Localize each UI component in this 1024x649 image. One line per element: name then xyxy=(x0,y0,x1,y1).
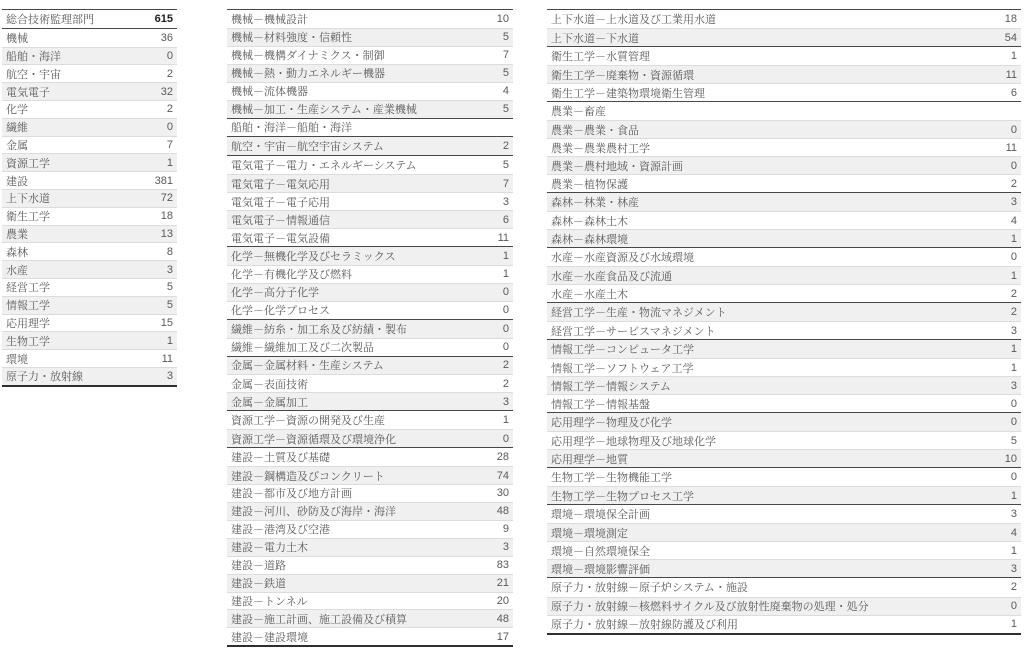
row-value: 20 xyxy=(496,594,509,607)
category-group-fisheries xyxy=(547,248,1021,303)
row-label: 経営工学－サービスマネジメント xyxy=(551,325,716,338)
row-label: 経営工学－生産・物流マネジメント xyxy=(551,307,727,320)
table-row xyxy=(2,349,177,367)
row-value: 10 xyxy=(496,12,509,25)
table-row xyxy=(227,46,513,64)
row-label: 機械－機械設計 xyxy=(231,13,308,26)
row-label: 生物工学 xyxy=(6,335,50,348)
category-group-applied-science xyxy=(547,413,1021,468)
table-row xyxy=(547,156,1021,174)
category-group-industrial-management xyxy=(547,303,1021,340)
table-row xyxy=(547,431,1021,449)
table-row xyxy=(227,466,513,484)
row-label: 応用理学 xyxy=(6,317,50,330)
table-row xyxy=(547,266,1021,284)
table-row xyxy=(2,118,177,136)
row-value: 48 xyxy=(496,612,509,625)
row-label: 建設－トンネル xyxy=(231,595,308,608)
table-row xyxy=(547,523,1021,541)
table-row xyxy=(227,574,513,592)
table-row xyxy=(227,592,513,610)
row-value: 8 xyxy=(166,245,173,258)
row-label: 建設－都市及び地方計画 xyxy=(231,488,352,501)
category-group-fiber xyxy=(227,320,513,357)
table-row xyxy=(547,541,1021,559)
row-label: 原子力・放射線－放射線防護及び利用 xyxy=(551,619,738,632)
row-label: 情報工学－コンピュータ工学 xyxy=(551,344,694,357)
row-label: 金属－金属加工 xyxy=(231,396,308,409)
table-row xyxy=(2,47,177,65)
row-label: 建設－河川、砂防及び海岸・海洋 xyxy=(231,506,396,519)
row-label: 応用理学－地質 xyxy=(551,453,628,466)
row-label: 衛生工学－建築物環境衛生管理 xyxy=(551,87,705,100)
category-group-nuclear-radiation xyxy=(547,578,1021,634)
row-value: 2 xyxy=(502,359,509,372)
category-group-biotechnology xyxy=(547,468,1021,505)
row-label: 森林 xyxy=(6,246,28,259)
row-value: 48 xyxy=(496,505,509,518)
table-row xyxy=(227,338,513,356)
row-value: 9 xyxy=(502,523,509,536)
row-label: 化学－高分子化学 xyxy=(231,287,319,300)
row-value: 54 xyxy=(1004,31,1017,44)
table-row xyxy=(227,502,513,520)
row-value: 1 xyxy=(1010,232,1017,245)
row-value: 1 xyxy=(166,156,173,169)
row-label: 応用理学－地球物理及び地球化学 xyxy=(551,435,716,448)
row-value: 7 xyxy=(166,138,173,151)
table-row xyxy=(227,247,513,265)
category-group-electric-electronic xyxy=(227,156,513,247)
row-label: 航空・宇宙－航空宇宙システム xyxy=(231,141,384,154)
row-value: 1 xyxy=(1010,544,1017,557)
row-value: 0 xyxy=(1010,416,1017,429)
table-row xyxy=(547,340,1021,358)
table-row xyxy=(227,609,513,627)
row-value: 1 xyxy=(1010,269,1017,282)
row-label: 経営工学 xyxy=(6,282,50,295)
row-value: 0 xyxy=(502,322,509,335)
row-label: 農業 xyxy=(6,228,28,241)
row-value: 4 xyxy=(1010,214,1017,227)
table-row xyxy=(2,242,177,260)
row-label: 総合技術監理部門 xyxy=(6,13,94,26)
table-row xyxy=(547,358,1021,376)
table-row xyxy=(2,331,177,349)
category-group-machinery xyxy=(227,10,513,119)
row-label: 情報工学 xyxy=(6,300,50,313)
row-value: 1 xyxy=(1010,489,1017,502)
row-value: 3 xyxy=(1010,196,1017,209)
table-row xyxy=(227,100,513,118)
table-row xyxy=(547,65,1021,83)
row-value: 2 xyxy=(166,103,173,116)
table-row xyxy=(227,411,513,429)
table-row xyxy=(227,538,513,556)
table-row xyxy=(547,505,1021,523)
row-label: 金属－金属材料・生産システム xyxy=(231,360,384,373)
row-value: 5 xyxy=(166,281,173,294)
row-label: 農業－農業・食品 xyxy=(551,124,639,137)
table-row xyxy=(2,136,177,154)
row-label: 森林－森林土木 xyxy=(551,215,628,228)
table-row xyxy=(227,64,513,82)
row-label: 航空・宇宙 xyxy=(6,68,61,81)
row-label: 金属 xyxy=(6,139,28,152)
row-value: 1 xyxy=(1010,343,1017,356)
table-row xyxy=(547,486,1021,504)
row-value: 3 xyxy=(502,541,509,554)
table-row xyxy=(2,189,177,207)
table-row xyxy=(2,225,177,243)
row-label: 水産－水産資源及び水域環境 xyxy=(551,252,694,265)
table-row xyxy=(547,83,1021,101)
table-row xyxy=(547,394,1021,412)
table-row xyxy=(547,578,1021,596)
row-label: 建設－土質及び基礎 xyxy=(231,452,330,465)
row-value: 11 xyxy=(1005,68,1017,81)
row-label: 建設－港湾及び空港 xyxy=(231,524,330,537)
row-value: 7 xyxy=(502,49,509,62)
row-value: 1 xyxy=(166,334,173,347)
row-value: 4 xyxy=(1010,526,1017,539)
table-row xyxy=(547,138,1021,156)
row-label: 船舶・海洋 xyxy=(6,50,61,63)
row-value: 6 xyxy=(502,213,509,226)
table-row xyxy=(2,171,177,189)
row-label: 建設－建設環境 xyxy=(231,631,308,644)
row-value: 0 xyxy=(502,286,509,299)
table-row xyxy=(547,449,1021,467)
row-label: 農業－農村地域・資源計画 xyxy=(551,160,683,173)
table-row xyxy=(227,156,513,174)
row-value: 21 xyxy=(496,577,509,590)
row-value: 6 xyxy=(1010,86,1017,99)
table-row xyxy=(227,10,513,28)
row-label: 上下水道－上水道及び工業用水道 xyxy=(551,14,716,26)
row-value: 1 xyxy=(502,268,509,281)
category-group-chemistry xyxy=(227,247,513,320)
row-value: 18 xyxy=(160,210,173,223)
table-row xyxy=(227,119,513,137)
detail-table-right xyxy=(547,9,1021,635)
table-row xyxy=(2,367,177,385)
row-value: 3 xyxy=(166,370,173,383)
row-value: 15 xyxy=(160,316,173,329)
row-label: 繊維－繊維加工及び二次製品 xyxy=(231,342,374,355)
row-label: 情報工学－情報システム xyxy=(551,380,671,393)
row-value: 3 xyxy=(1010,508,1017,521)
row-value: 3 xyxy=(502,195,509,208)
row-label: 電気電子－電子応用 xyxy=(231,196,330,209)
row-label: 電気電子－電力・エネルギーシステム xyxy=(231,160,417,173)
row-label: 生物工学－生物プロセス工学 xyxy=(551,490,694,503)
row-value: 1 xyxy=(502,249,509,262)
table-row xyxy=(227,429,513,447)
table-row xyxy=(227,484,513,502)
row-label: 環境－環境保全計画 xyxy=(551,509,650,522)
row-label: 化学－無機化学及びセラミックス xyxy=(231,250,396,263)
table-row xyxy=(227,374,513,392)
row-label: 水産－水産食品及び流通 xyxy=(551,270,672,283)
table-row xyxy=(547,248,1021,266)
table-row xyxy=(2,29,177,47)
row-value: 5 xyxy=(502,67,509,80)
row-value: 2 xyxy=(1010,177,1017,190)
table-row xyxy=(547,211,1021,229)
category-group-forest xyxy=(547,193,1021,248)
row-label: 電気電子－情報通信 xyxy=(231,214,330,227)
row-label: 機械 xyxy=(6,32,28,45)
table-row xyxy=(547,559,1021,577)
row-label: 化学－化学プロセス xyxy=(231,305,330,318)
category-group-resources xyxy=(227,411,513,448)
row-value: 5 xyxy=(166,299,173,312)
row-label: 建設－電力土木 xyxy=(231,542,308,555)
category-group-total xyxy=(2,10,177,29)
row-value: 11 xyxy=(497,231,509,244)
table-row xyxy=(547,10,1021,28)
row-value: 0 xyxy=(1010,251,1017,264)
row-label: 農業－畜産 xyxy=(551,106,606,119)
row-label: 建設－鉄道 xyxy=(231,578,286,591)
row-value: 381 xyxy=(154,174,173,187)
table-row xyxy=(227,627,513,645)
row-value: 11 xyxy=(1005,141,1017,154)
table-row xyxy=(227,448,513,466)
row-value: 2 xyxy=(1010,287,1017,300)
row-value: 5 xyxy=(502,31,509,44)
category-group-sanitary-engineering xyxy=(547,47,1021,102)
total-row xyxy=(2,10,177,28)
table-row xyxy=(227,210,513,228)
row-label: 水産－水産土木 xyxy=(551,288,628,301)
row-value: 4 xyxy=(502,85,509,98)
row-value: 0 xyxy=(166,121,173,134)
row-label: 森林－林業・林産 xyxy=(551,197,639,210)
row-value: 0 xyxy=(1010,159,1017,172)
row-label: 船舶・海洋－船舶・海洋 xyxy=(231,122,352,135)
row-value: 615 xyxy=(154,12,173,25)
row-label: 原子力・放射線－核燃料サイクル及び放射性廃棄物の処理・処分 xyxy=(551,601,869,613)
row-value: 30 xyxy=(496,487,509,500)
row-label: 電気電子－電気応用 xyxy=(231,178,330,191)
detail-table-middle xyxy=(227,9,513,647)
table-row xyxy=(227,82,513,100)
row-label: 衛生工学 xyxy=(6,211,50,224)
table-row xyxy=(227,283,513,301)
category-group-departments xyxy=(2,29,177,387)
category-group-information-engineering xyxy=(547,340,1021,413)
row-value: 72 xyxy=(160,192,173,205)
table-row xyxy=(2,207,177,225)
row-value: 0 xyxy=(502,341,509,354)
row-label: 機械－熱・動力エネルギー機器 xyxy=(231,68,385,81)
row-label: 繊維－紡糸・加工糸及び紡績・製布 xyxy=(231,323,407,336)
table-row xyxy=(547,468,1021,486)
row-label: 建設－施工計画、施工設備及び積算 xyxy=(231,613,407,626)
table-row xyxy=(2,260,177,278)
table-row xyxy=(547,321,1021,339)
table-row xyxy=(547,303,1021,321)
row-value: 13 xyxy=(160,227,173,240)
row-label: 建設 xyxy=(6,175,28,188)
row-value: 0 xyxy=(1010,600,1017,612)
row-label: 建設－鋼構造及びコンクリート xyxy=(231,470,385,483)
table-row xyxy=(547,193,1021,211)
row-label: 原子力・放射線－原子炉システム・施設 xyxy=(551,582,748,595)
row-value: 83 xyxy=(496,559,509,572)
row-label: 電気電子－電気設備 xyxy=(231,232,330,245)
table-row xyxy=(2,82,177,100)
row-value: 5 xyxy=(502,103,509,116)
row-value: 18 xyxy=(1004,13,1017,25)
row-value: 36 xyxy=(160,31,173,44)
row-value: 2 xyxy=(502,140,509,153)
row-label: 衛生工学－水質管理 xyxy=(551,51,650,64)
row-label: 森林－森林環境 xyxy=(551,233,628,246)
table-row xyxy=(227,192,513,210)
table-row xyxy=(2,64,177,82)
row-label: 上下水道 xyxy=(6,193,50,206)
row-value: 2 xyxy=(166,67,173,80)
row-value: 32 xyxy=(160,85,173,98)
row-label: 上下水道－下水道 xyxy=(551,32,639,45)
row-label: 機械－流体機器 xyxy=(231,86,308,99)
row-value: 1 xyxy=(1010,361,1017,374)
table-row xyxy=(227,520,513,538)
category-group-water-supply xyxy=(547,10,1021,47)
row-value: 2 xyxy=(1010,306,1017,319)
table-row xyxy=(547,229,1021,247)
table-row xyxy=(2,153,177,171)
table-row xyxy=(547,597,1021,615)
row-label: 化学 xyxy=(6,104,28,117)
row-value: 74 xyxy=(496,469,509,482)
table-row xyxy=(227,265,513,283)
table-row xyxy=(227,137,513,155)
row-value: 0 xyxy=(1010,123,1017,136)
table-row xyxy=(2,314,177,332)
category-group-agriculture xyxy=(547,102,1021,193)
table-row xyxy=(547,47,1021,65)
row-label: 建設－道路 xyxy=(231,560,286,573)
row-value: 7 xyxy=(502,177,509,190)
row-value: 1 xyxy=(1010,50,1017,63)
summary-table xyxy=(2,9,177,387)
row-label: 環境－環境測定 xyxy=(551,527,628,540)
category-group-ship-ocean xyxy=(227,119,513,138)
row-value: 28 xyxy=(496,451,509,464)
row-value: 3 xyxy=(502,395,509,408)
table-row xyxy=(227,174,513,192)
row-label: 情報工学－情報基盤 xyxy=(551,398,650,411)
row-label: 農業－植物保護 xyxy=(551,178,628,191)
row-value: 2 xyxy=(502,377,509,390)
row-value: 5 xyxy=(502,159,509,172)
row-label: 環境 xyxy=(6,353,28,366)
row-value: 17 xyxy=(496,630,509,643)
row-value: 5 xyxy=(1010,434,1017,447)
row-label: 環境－環境影響評価 xyxy=(551,563,650,576)
table-row xyxy=(227,392,513,410)
table-row xyxy=(547,120,1021,138)
table-row xyxy=(2,296,177,314)
row-label: 衛生工学－廃棄物・資源循環 xyxy=(551,69,694,82)
table-row xyxy=(547,174,1021,192)
table-row xyxy=(547,102,1021,120)
table-row xyxy=(2,100,177,118)
row-value: 0 xyxy=(502,432,509,445)
row-label: 金属－表面技術 xyxy=(231,378,308,391)
row-label: 生物工学－生物機能工学 xyxy=(551,472,672,485)
row-value: 0 xyxy=(166,49,173,62)
row-label: 資源工学 xyxy=(6,157,50,170)
row-label: 農業－農業農村工学 xyxy=(551,142,650,155)
row-value: 3 xyxy=(1010,324,1017,337)
category-group-aero-space xyxy=(227,137,513,156)
table-row xyxy=(547,413,1021,431)
row-label: 機械－機構ダイナミクス・制御 xyxy=(231,50,385,63)
row-value: 1 xyxy=(502,414,509,427)
row-value: 0 xyxy=(1010,397,1017,410)
row-value: 1 xyxy=(1010,618,1017,631)
row-label: 水産 xyxy=(6,264,28,277)
table-row xyxy=(227,357,513,375)
row-value: 0 xyxy=(502,304,509,317)
row-label: 環境－自然環境保全 xyxy=(551,545,650,558)
row-value: 3 xyxy=(1010,562,1017,575)
row-value: 3 xyxy=(166,263,173,276)
row-label: 情報工学－ソフトウェア工学 xyxy=(551,362,694,375)
table-row xyxy=(227,320,513,338)
row-value: 11 xyxy=(161,352,173,365)
row-value: 2 xyxy=(1010,581,1017,594)
category-group-construction xyxy=(227,448,513,647)
row-label: 資源工学－資源の開発及び生産 xyxy=(231,415,385,428)
table-row xyxy=(2,278,177,296)
row-label: 応用理学－物理及び化学 xyxy=(551,417,672,430)
table-row xyxy=(547,615,1021,633)
table-row xyxy=(547,376,1021,394)
row-label: 原子力・放射線 xyxy=(6,371,83,384)
row-label: 機械－加工・生産システム・産業機械 xyxy=(231,104,417,117)
table-row xyxy=(547,284,1021,302)
category-group-metal xyxy=(227,357,513,412)
row-value: 0 xyxy=(1010,471,1017,484)
row-label: 機械－材料強度・信頼性 xyxy=(231,32,352,45)
table-row xyxy=(227,28,513,46)
row-label: 繊維 xyxy=(6,122,28,135)
row-value: 10 xyxy=(1004,452,1017,465)
row-label: 化学－有機化学及び燃料 xyxy=(231,269,352,282)
table-row xyxy=(547,28,1021,46)
category-group-environment xyxy=(547,505,1021,578)
table-row xyxy=(227,301,513,319)
table-row xyxy=(227,556,513,574)
row-label: 資源工学－資源循環及び環境浄化 xyxy=(231,433,396,446)
row-value: 3 xyxy=(1010,379,1017,392)
row-label: 電気電子 xyxy=(6,86,50,99)
table-row xyxy=(227,228,513,246)
